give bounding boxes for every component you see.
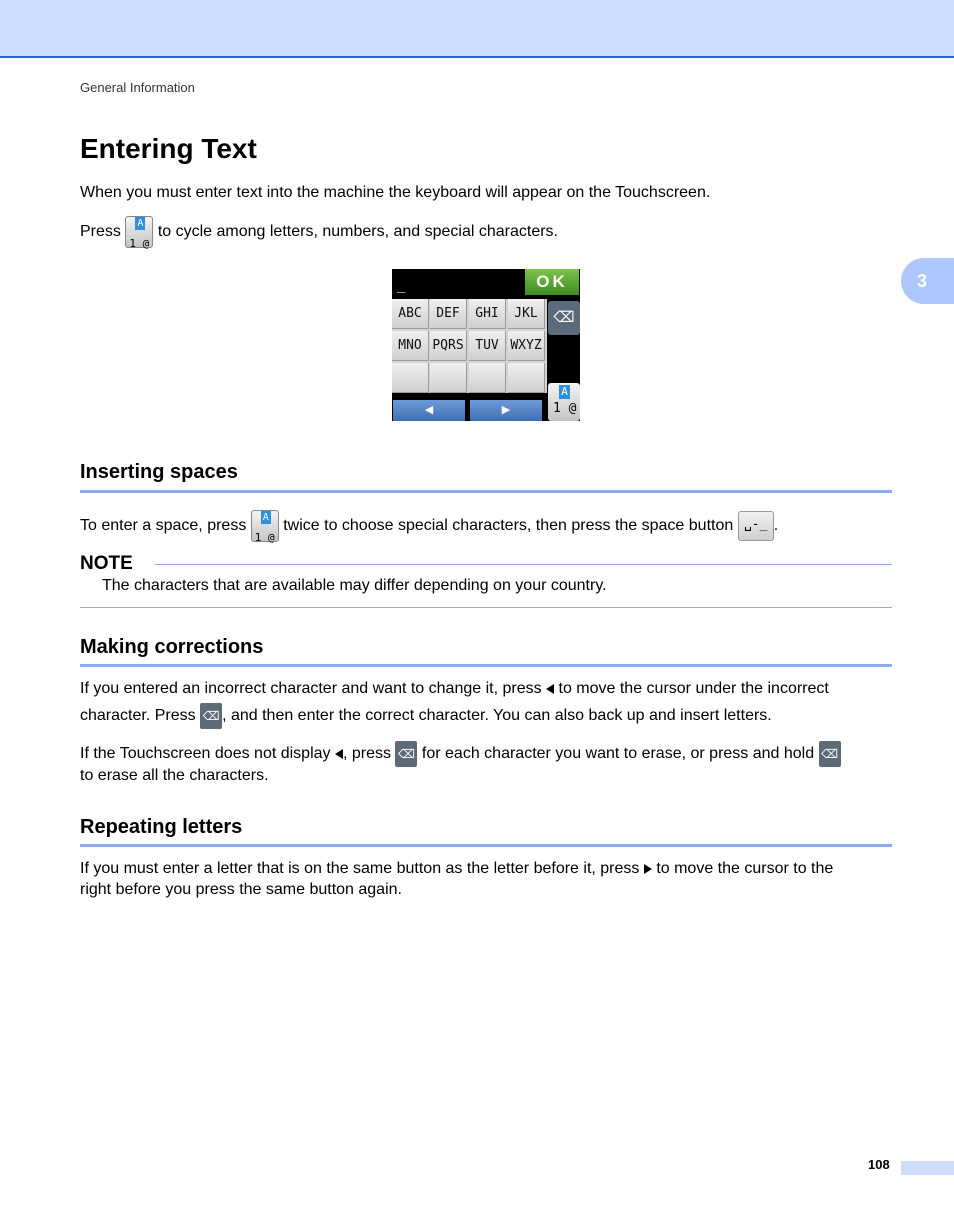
spaces-text: . — [773, 517, 779, 535]
key-tuv[interactable]: TUV — [469, 331, 506, 361]
corrections-text: If the Touchscreen does not display — [80, 745, 331, 763]
spaces-text: twice to choose special characters, then press the space button — [283, 517, 734, 535]
key-def[interactable]: DEF — [430, 299, 467, 329]
corrections-text: for each character you want to erase, or press and hold — [421, 745, 815, 763]
heading-making-corrections: Making corrections — [80, 636, 264, 658]
chapter-tab: 3 — [901, 258, 954, 304]
key-wxyz[interactable]: WXYZ — [508, 331, 545, 361]
key-blank[interactable] — [508, 363, 545, 393]
intro-press-text: Press — [80, 223, 121, 241]
mode-toggle-button[interactable]: A 1 @ — [548, 383, 580, 421]
section-rule — [80, 844, 892, 847]
right-arrow-button[interactable]: ▶ — [470, 400, 542, 421]
backspace-icon: ⌫ — [395, 741, 417, 767]
key-blank[interactable] — [469, 363, 506, 393]
note-text: The characters that are available may differ depending on your country. — [102, 577, 607, 594]
repeating-paragraph — [80, 857, 900, 880]
key-blank[interactable] — [430, 363, 467, 393]
key-jkl[interactable]: JKL — [508, 299, 545, 329]
heading-repeating-letters: Repeating letters — [80, 816, 243, 838]
mode-toggle-icon: A 1 @ — [251, 510, 279, 542]
corrections-text: character. Press — [80, 707, 196, 725]
key-ghi[interactable]: GHI — [469, 299, 506, 329]
backspace-icon: ⌫ — [200, 703, 222, 729]
text-cursor: _ — [397, 277, 406, 293]
mode-toggle-icon: A 1 @ — [125, 216, 153, 248]
header-band — [0, 0, 954, 58]
key-abc[interactable]: ABC — [392, 299, 429, 329]
intro-press-paragraph — [80, 216, 558, 248]
page-number: 108 — [868, 1157, 890, 1172]
left-arrow-button[interactable]: ◀ — [393, 400, 465, 421]
key-grid — [392, 299, 547, 393]
page-title: Entering Text — [80, 133, 257, 164]
corrections-text: , and then enter the correct character. You can also back up and insert letters. — [222, 707, 772, 725]
intro-cycle-text: to cycle among letters, numbers, and special characters. — [157, 223, 558, 241]
touchscreen-keyboard — [392, 269, 580, 421]
note-label: NOTE — [80, 553, 133, 574]
corrections-text: , press — [342, 745, 391, 763]
corrections-paragraph-2b: to erase all the characters. — [80, 767, 269, 784]
repeating-text: to move the cursor to the — [656, 860, 834, 877]
ok-button[interactable]: OK — [525, 269, 579, 295]
section-rule — [80, 664, 892, 667]
key-blank[interactable] — [392, 363, 429, 393]
key-pqrs[interactable]: PQRS — [430, 331, 467, 361]
corrections-paragraph-1b — [80, 703, 772, 729]
spaces-paragraph — [80, 510, 778, 542]
repeating-paragraph-b: right before you press the same button again. — [80, 881, 402, 898]
key-mno[interactable]: MNO — [392, 331, 429, 361]
corrections-paragraph-1 — [80, 677, 900, 700]
intro-paragraph: When you must enter text into the machine the keyboard will appear on the Touchscreen. — [80, 184, 711, 201]
note-rule — [80, 607, 892, 608]
heading-inserting-spaces: Inserting spaces — [80, 461, 238, 483]
space-icon: ␣-_ — [738, 511, 774, 541]
spaces-text: To enter a space, press — [80, 517, 247, 535]
note-rule — [155, 564, 892, 565]
corrections-text: to move the cursor under the incorrect — [558, 680, 829, 697]
left-arrow-icon — [335, 749, 343, 759]
right-arrow-icon — [644, 864, 652, 874]
corrections-text: If you entered an incorrect character and want to change it, press — [80, 680, 542, 697]
section-rule — [80, 490, 892, 493]
left-arrow-icon — [546, 684, 554, 694]
page-footer-bar — [901, 1161, 954, 1175]
repeating-text: If you must enter a letter that is on the same button as the letter before it, press — [80, 860, 640, 877]
backspace-button[interactable]: ⌫ — [548, 301, 580, 335]
breadcrumb: General Information — [80, 80, 195, 95]
backspace-icon: ⌫ — [819, 741, 841, 767]
